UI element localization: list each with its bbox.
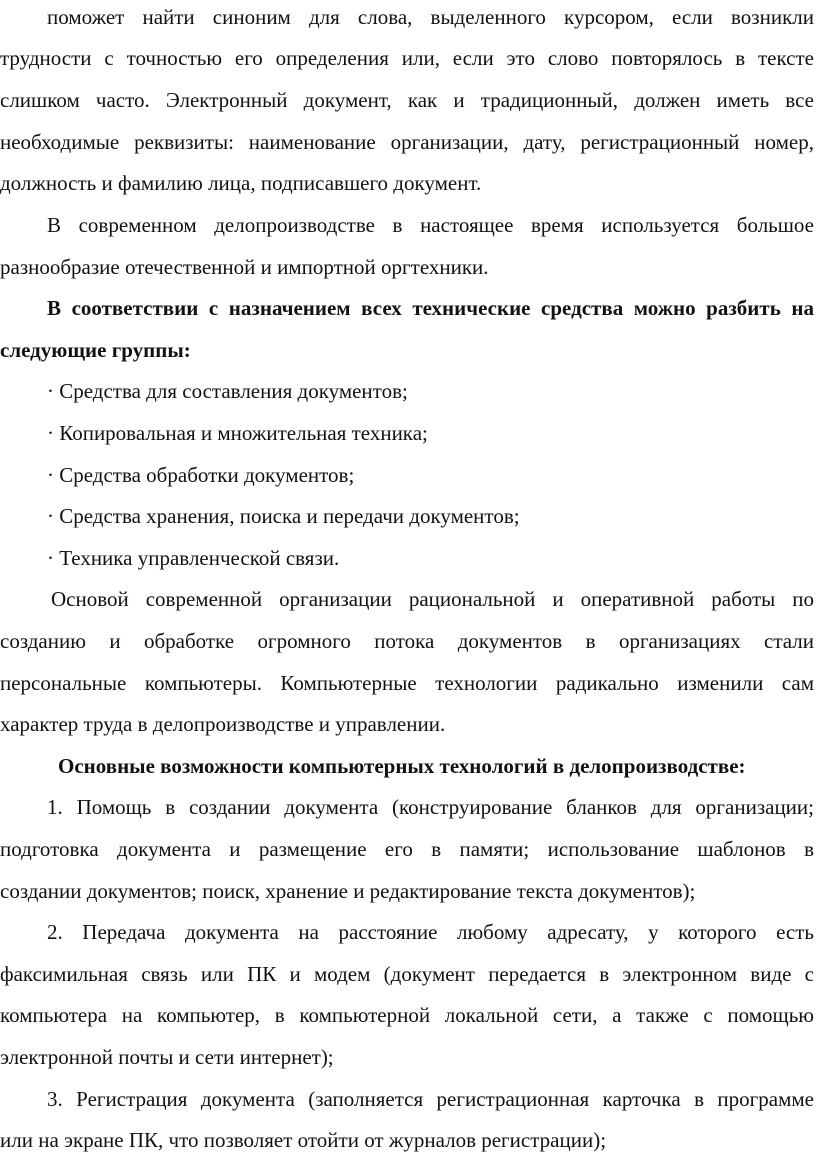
- section-heading: В соответствии с назначением всех технические средства можно разбить на: [47, 296, 814, 320]
- section-heading: следующие группы:: [0, 338, 191, 362]
- text-line: электронной почты и сети интернет);: [0, 1045, 334, 1069]
- section-heading: Основные возможности компьютерных технологий в делопроизводстве:: [58, 754, 746, 778]
- text-line: 2. Передача документа на расстояние любому адресату, у которого есть: [47, 920, 814, 944]
- text-line: поможет найти синоним для слова, выделенного курсором, если возникли: [47, 5, 814, 29]
- text-line: слишком часто. Электронный документ, как и традиционный, должен иметь все: [0, 88, 814, 112]
- text-line: создании документов; поиск, хранение и редактирование текста документов);: [0, 879, 696, 903]
- list-item: · Средства для составления документов;: [47, 379, 408, 403]
- text-line: 3. Регистрация документа (заполняется регистрационная карточка в программе: [47, 1087, 814, 1111]
- text-line: разнообразие отечественной и импортной оргтехники.: [0, 255, 489, 279]
- text-line: или на экране ПК, что позволяет отойти от журналов регистрации);: [0, 1128, 607, 1152]
- text-line: характер труда в делопроизводстве и управлении.: [0, 712, 446, 736]
- text-line: необходимые реквизиты: наименование организации, дату, регистрационный номер,: [0, 130, 814, 154]
- text-line: Основой современной организации рациональной и оперативной работы по: [51, 587, 814, 611]
- text-line: созданию и обработке огромного потока документов в организациях стали: [0, 629, 814, 653]
- text-line: факсимильная связь или ПК и модем (документ передается в электронном виде с: [0, 962, 814, 986]
- list-item: · Средства обработки документов;: [47, 463, 355, 487]
- list-item: · Средства хранения, поиска и передачи документов;: [47, 504, 520, 528]
- text-line: 1. Помощь в создании документа (конструирование бланков для организации;: [47, 795, 814, 819]
- text-line: должность и фамилию лица, подписавшего документ.: [0, 171, 482, 195]
- text-line: персональные компьютеры. Компьютерные технологии радикально изменили сам: [0, 671, 814, 695]
- text-line: В современном делопроизводстве в настоящее время используется большое: [47, 213, 814, 237]
- list-item: · Копировальная и множительная техника;: [47, 421, 428, 445]
- text-line: компьютера на компьютер, в компьютерной локальной сети, а также с помощью: [0, 1003, 814, 1027]
- text-line: трудности с точностью его определения или, если это слово повторялось в тексте: [0, 46, 814, 70]
- list-item: · Техника управленческой связи.: [47, 546, 340, 570]
- text-line: подготовка документа и размещение его в памяти; использование шаблонов в: [0, 837, 814, 861]
